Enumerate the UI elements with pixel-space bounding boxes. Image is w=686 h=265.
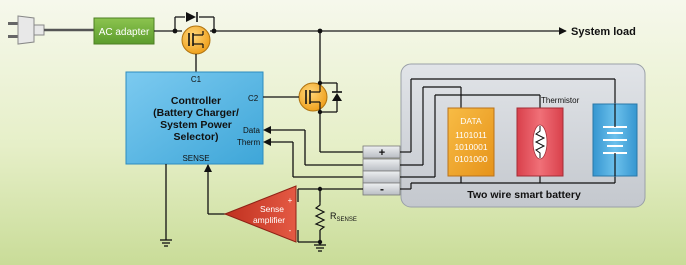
sense-amp-minus: -: [288, 226, 292, 235]
thermistor-icon: [533, 125, 547, 159]
mosfet-c1-icon: [182, 26, 210, 54]
junction-dot: [318, 110, 322, 114]
controller-title-line1: Controller: [170, 95, 222, 107]
mosfet-c2-icon: [299, 83, 327, 112]
sense-amp-plus: +: [287, 196, 293, 205]
junction-dot: [318, 187, 322, 191]
data-chip-label: DATA: [460, 116, 482, 126]
controller-pin-c1: C1: [190, 75, 202, 84]
controller-title-line3: System Power: [160, 119, 232, 131]
data-chip-row1: 1101011: [455, 130, 487, 140]
terminal-minus-label: -: [380, 182, 384, 196]
data-chip-row2: 1010001: [454, 142, 488, 152]
junction-dot: [173, 29, 178, 34]
thermistor-label: Thermistor: [541, 96, 580, 105]
controller-pin-c2: C2: [248, 94, 259, 103]
system-load-label: System load: [571, 26, 636, 38]
junction-dot: [212, 29, 217, 34]
data-chip-row3: 0101000: [454, 154, 488, 164]
junction-dot: [318, 81, 322, 85]
controller-pin-therm: Therm: [237, 138, 261, 147]
terminal-plus-label: +: [378, 147, 386, 159]
sense-amp-line1: Sense: [259, 204, 285, 214]
ac-adapter-label: AC adapter: [98, 27, 150, 38]
rsense-label-sub: SENSE: [336, 217, 357, 223]
controller-pin-sense: SENSE: [182, 154, 210, 163]
controller-title-line4: Selector): [173, 131, 219, 143]
sense-amp-line2: amplifier: [252, 215, 286, 225]
rsense-label-main: R: [330, 211, 337, 221]
controller-title-line2: (Battery Charger/: [153, 107, 239, 119]
controller-pin-data: Data: [243, 126, 260, 135]
smart-battery-title: Two wire smart battery: [467, 189, 581, 201]
